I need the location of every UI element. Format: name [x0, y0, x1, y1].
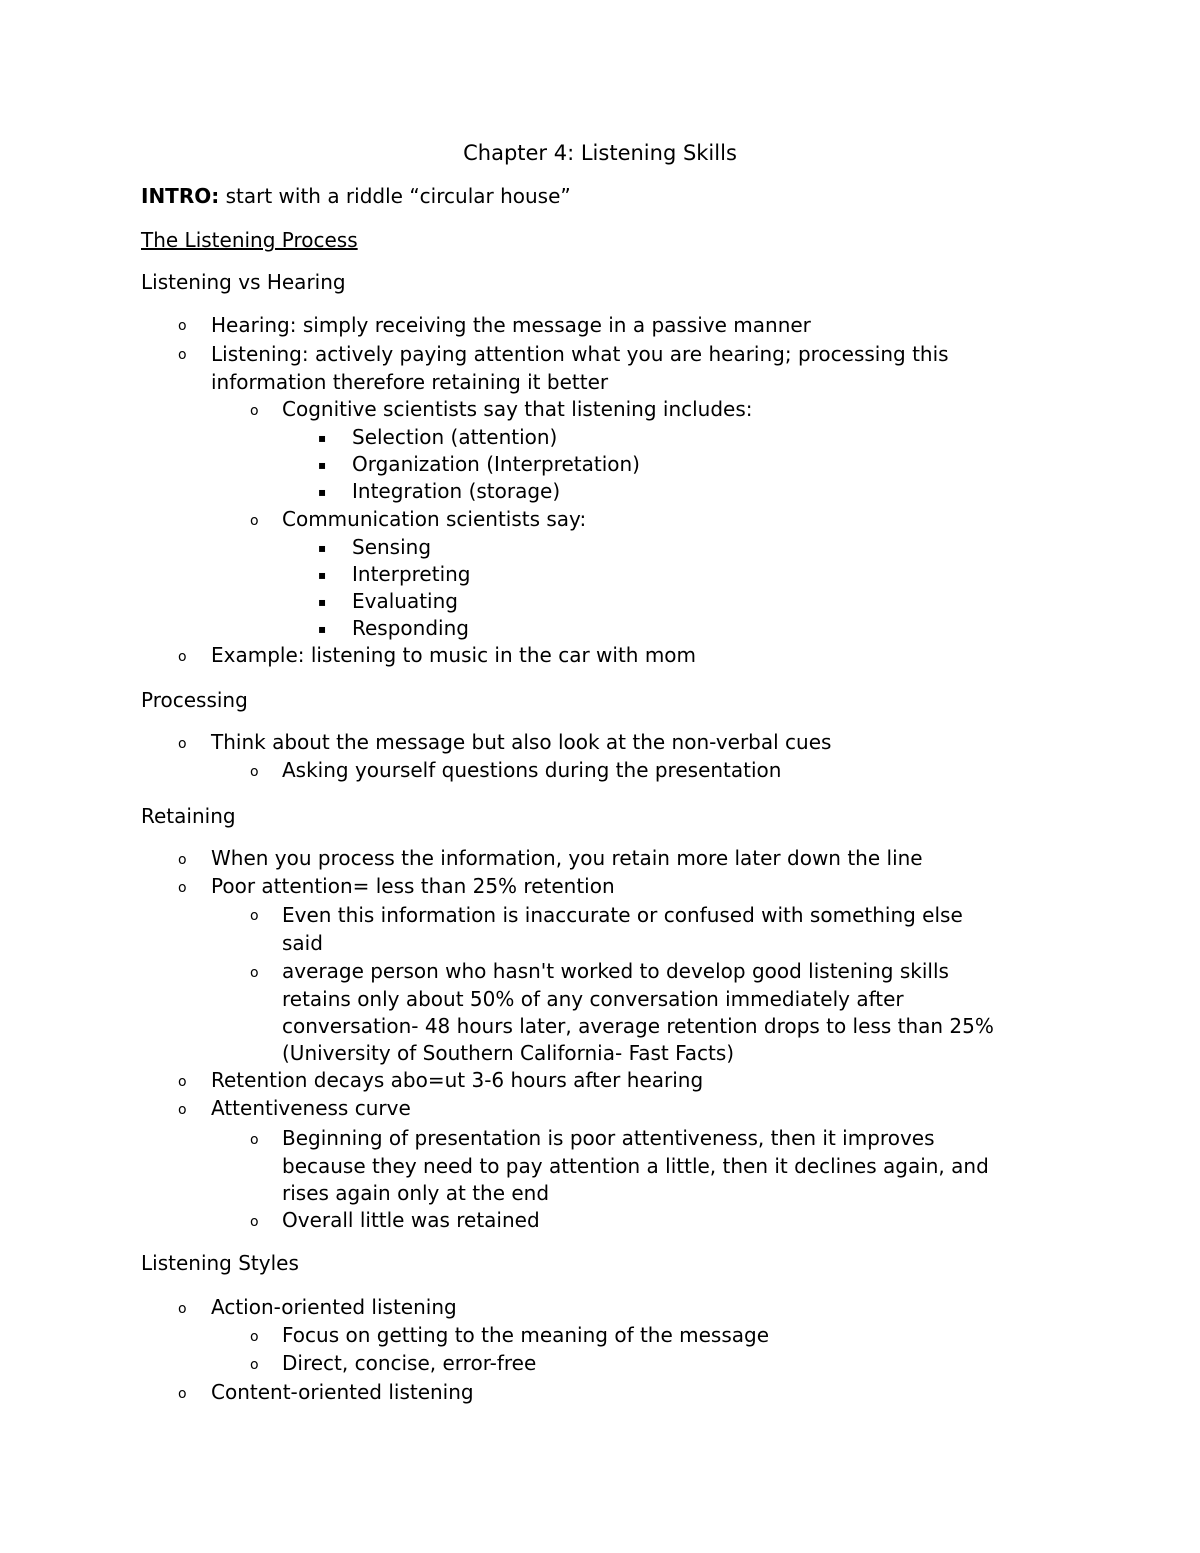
intro-line	[141, 184, 571, 208]
heading-retaining: Retaining	[141, 804, 236, 828]
bullet-marker: ▪	[318, 431, 327, 445]
list-item: Overall little was retained	[282, 1208, 540, 1232]
list-item: Sensing	[352, 535, 432, 559]
bullet-marker: o	[178, 1301, 187, 1317]
list-item: Even this information is inaccurate or confused with something else	[282, 903, 963, 927]
list-item: Responding	[352, 616, 469, 640]
list-item: Selection (attention)	[352, 425, 558, 449]
bullet-marker: o	[178, 852, 187, 868]
bullet-marker: ▪	[318, 541, 327, 555]
bullet-marker: ▪	[318, 568, 327, 582]
bullet-marker: o	[250, 1329, 259, 1345]
list-item-continued: rises again only at the end	[282, 1181, 550, 1205]
section-heading-listening-process: The Listening Process	[141, 228, 358, 252]
bullet-marker: o	[250, 965, 259, 981]
bullet-marker: o	[178, 1074, 187, 1090]
bullet-marker: o	[178, 1386, 187, 1402]
bullet-marker: ▪	[318, 622, 327, 636]
bullet-marker: o	[250, 1132, 259, 1148]
list-item: Communication scientists say:	[282, 507, 587, 531]
list-item: Think about the message but also look at the non-verbal cues	[211, 730, 832, 754]
intro-text: start with a riddle “circular house”	[219, 184, 571, 208]
bullet-marker: o	[250, 764, 259, 780]
list-item-continued: said	[282, 931, 323, 955]
bullet-marker: o	[178, 318, 187, 334]
list-item: Asking yourself questions during the presentation	[282, 758, 782, 782]
bullet-marker: o	[250, 403, 259, 419]
bullet-marker: o	[178, 736, 187, 752]
bullet-marker: ▪	[318, 485, 327, 499]
intro-label: INTRO:	[141, 184, 220, 208]
bullet-marker: o	[250, 513, 259, 529]
list-item: Content-oriented listening	[211, 1380, 474, 1404]
list-item-continued: retains only about 50% of any conversation immediately after	[282, 987, 904, 1011]
list-item: Hearing: simply receiving the message in a passive manner	[211, 313, 811, 337]
page-title: Chapter 4: Listening Skills	[463, 141, 737, 165]
list-item: Cognitive scientists say that listening includes:	[282, 397, 753, 421]
list-item-continued: information therefore retaining it better	[211, 370, 609, 394]
bullet-marker: o	[178, 1102, 187, 1118]
list-item: Integration (storage)	[352, 479, 561, 503]
list-item: Focus on getting to the meaning of the message	[282, 1323, 770, 1347]
bullet-marker: ▪	[318, 458, 327, 472]
list-item: Attentiveness curve	[211, 1096, 411, 1120]
list-item: Beginning of presentation is poor attentiveness, then it improves	[282, 1126, 935, 1150]
bullet-marker: o	[250, 1357, 259, 1373]
list-item: Organization (Interpretation)	[352, 452, 640, 476]
list-item: Poor attention= less than 25% retention	[211, 874, 615, 898]
list-item-continued: because they need to pay attention a little, then it declines again, and	[282, 1154, 989, 1178]
list-item-continued: (University of Southern California- Fast Facts)	[282, 1041, 735, 1065]
list-item: Listening: actively paying attention what you are hearing; processing this	[211, 342, 949, 366]
bullet-marker: ▪	[318, 595, 327, 609]
list-item: Retention decays abo=ut 3-6 hours after hearing	[211, 1068, 704, 1092]
heading-processing: Processing	[141, 688, 248, 712]
list-item: When you process the information, you retain more later down the line	[211, 846, 923, 870]
bullet-marker: o	[178, 880, 187, 896]
bullet-marker: o	[250, 908, 259, 924]
bullet-marker: o	[250, 1214, 259, 1230]
list-item: Direct, concise, error-free	[282, 1351, 537, 1375]
list-item: Action-oriented listening	[211, 1295, 457, 1319]
list-item: Example: listening to music in the car with mom	[211, 643, 697, 667]
list-item-continued: conversation- 48 hours later, average retention drops to less than 25%	[282, 1014, 994, 1038]
list-item: average person who hasn't worked to develop good listening skills	[282, 959, 949, 983]
list-item: Interpreting	[352, 562, 471, 586]
list-item: Evaluating	[352, 589, 458, 613]
bullet-marker: o	[178, 649, 187, 665]
heading-listening-styles: Listening Styles	[141, 1251, 299, 1275]
heading-listening-vs-hearing: Listening vs Hearing	[141, 270, 346, 294]
bullet-marker: o	[178, 347, 187, 363]
